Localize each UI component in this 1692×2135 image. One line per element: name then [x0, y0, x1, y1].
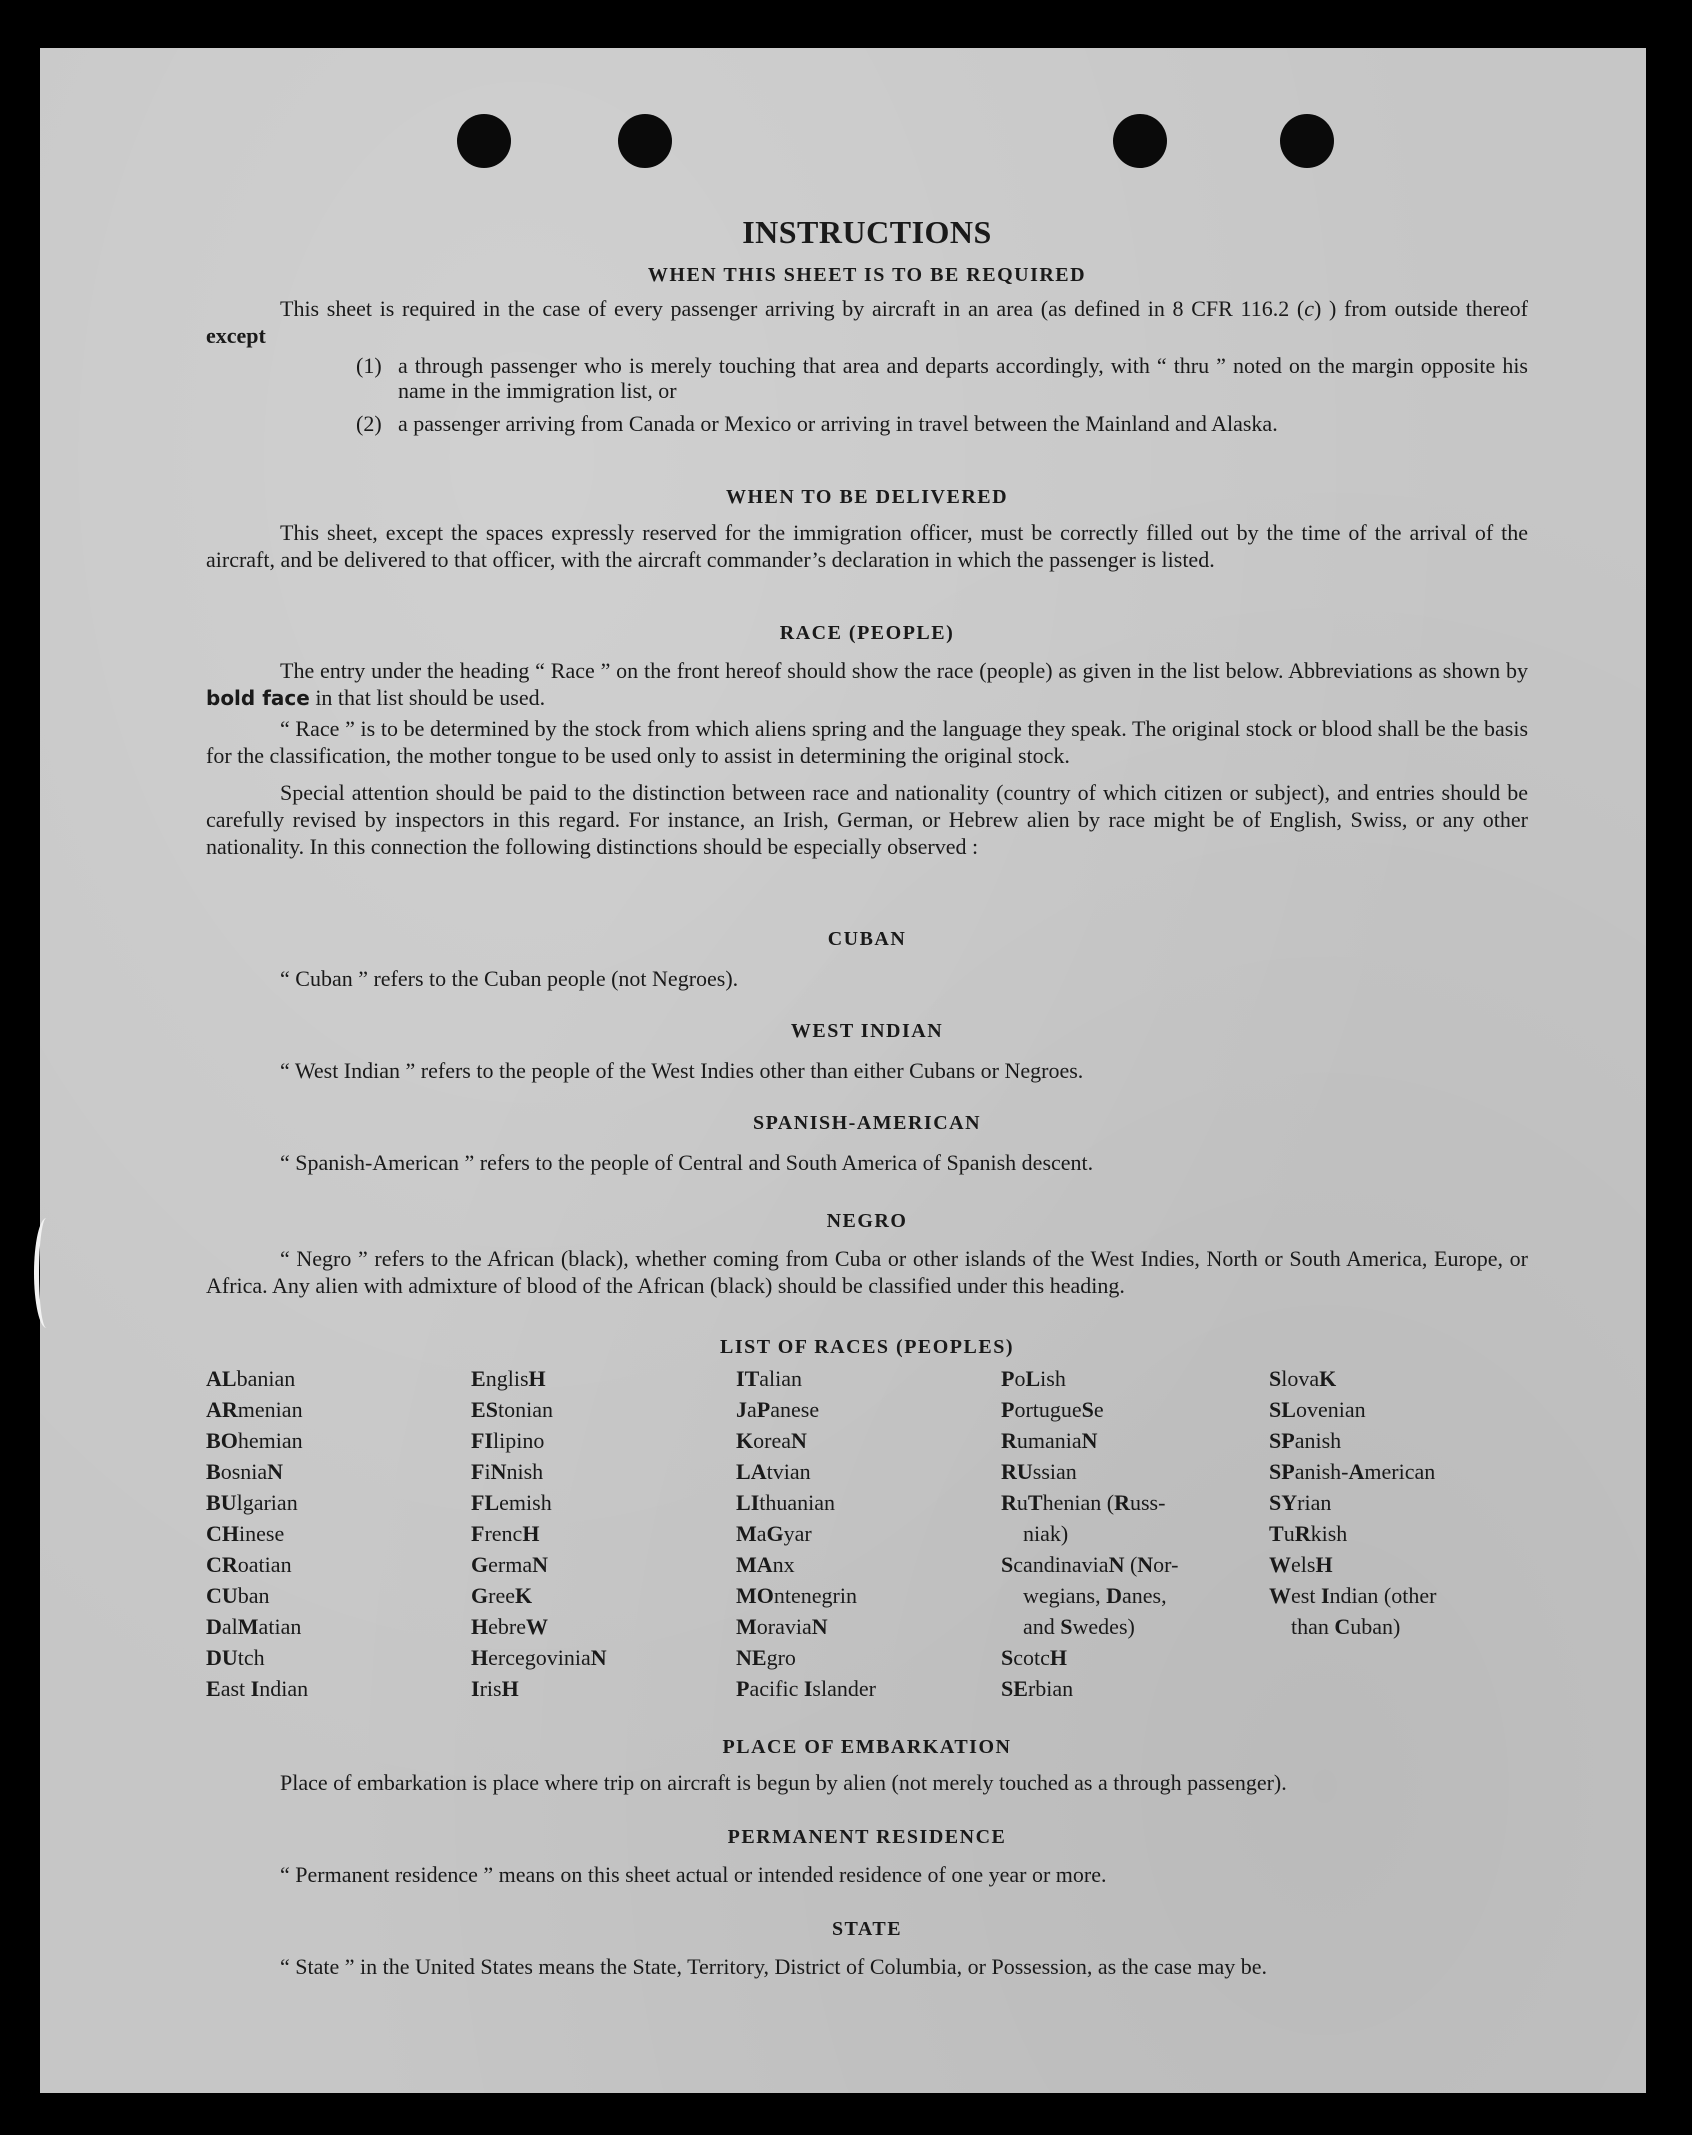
list-item: (2) a passenger arriving from Canada or Mexico or arriving in travel between the Mainland and Alaska.	[356, 411, 1278, 436]
race-entry: ALbanian	[206, 1366, 296, 1391]
race-entry: FLemish	[471, 1490, 552, 1515]
race-entry: WelsH	[1269, 1552, 1333, 1577]
race-entry: SErbian	[1001, 1676, 1074, 1701]
race-entry: MOntenegrin	[736, 1583, 857, 1608]
race-entry: CUban	[206, 1583, 270, 1608]
punch-hole	[618, 114, 672, 168]
page-edge-crease	[34, 1218, 59, 1328]
paragraph: Place of embarkation is place where trip on aircraft is begun by alien (not merely touched as a through passenger).	[280, 1770, 1287, 1795]
race-entry: ScandinaviaN (Nor-	[1001, 1552, 1179, 1577]
punch-hole	[1113, 114, 1167, 168]
race-entry: HercegoviniaN	[471, 1645, 607, 1670]
section-state	[206, 1918, 1528, 1980]
races-column	[736, 1363, 1001, 1704]
races-table	[206, 1363, 1528, 1704]
race-entry: LAtvian	[736, 1459, 811, 1484]
race-entry: BOhemian	[206, 1428, 303, 1453]
race-entry: niak)	[1023, 1521, 1069, 1546]
section-permanent-residence	[206, 1826, 1528, 1888]
section-heading: PERMANENT RESIDENCE	[727, 1826, 1007, 1848]
section-heading: WHEN THIS SHEET IS TO BE REQUIRED	[647, 264, 1087, 286]
race-entry: ScotcH	[1001, 1645, 1068, 1670]
race-entry: than Cuban)	[1291, 1614, 1401, 1639]
race-entry: EStonian	[471, 1397, 553, 1422]
paragraph: “ Cuban ” refers to the Cuban people (not Negroes).	[280, 966, 739, 991]
punch-hole	[1280, 114, 1334, 168]
paragraph: The entry under the heading “ Race ” on the front hereof should show the race (people) as given in the list below. Abbreviations as shown by bold face in that list should be used.	[206, 658, 1528, 710]
race-entry: CRoatian	[206, 1552, 292, 1577]
races-column	[1001, 1363, 1269, 1704]
race-entry: FiNnish	[471, 1459, 544, 1484]
race-entry: West Indian (other	[1269, 1583, 1437, 1608]
race-entry: EnglisH	[471, 1366, 546, 1391]
race-entry: SlovaK	[1269, 1366, 1337, 1391]
section-spanish-american	[206, 1112, 1528, 1176]
paragraph: This sheet, except the spaces expressly reserved for the immigration officer, must be correctly filled out by the time of the arrival of the aircraft, and be delivered to that officer, with the aircraft commander’s declaration in which the passenger is listed.	[206, 520, 1528, 572]
section-heading: LIST OF RACES (PEOPLES)	[719, 1336, 1014, 1358]
section-race	[206, 622, 1528, 860]
section-embarkation	[206, 1736, 1528, 1796]
section-heading: RACE (PEOPLE)	[779, 622, 955, 644]
section-heading: CUBAN	[827, 928, 907, 950]
races-column	[471, 1363, 736, 1704]
section-when-required	[206, 264, 1528, 436]
race-entry: GermaN	[471, 1552, 548, 1577]
race-entry: and Swedes)	[1023, 1614, 1135, 1639]
race-entry: East Indian	[206, 1676, 309, 1701]
race-entry: PortugueSe	[1001, 1397, 1104, 1422]
race-entry: RUssian	[1001, 1459, 1077, 1484]
list-item: (1) a through passenger who is merely touching that area and departs accordingly, with “ thru ” noted on the margin opposite his name in the immigration list, or	[356, 353, 1528, 403]
race-entry: FrencH	[471, 1521, 540, 1546]
paragraph: “ Race ” is to be determined by the stock from which aliens spring and the language they speak. The original stock or blood shall be the basis for the classification, the mother tongue to be used only to assist in determining the original stock.	[206, 716, 1528, 768]
race-entry: DUtch	[206, 1645, 265, 1670]
race-entry: IrisH	[471, 1676, 519, 1701]
race-entry: JaPanese	[736, 1397, 820, 1422]
paragraph: “ State ” in the United States means the State, Territory, District of Columbia, or Possession, as the case may be.	[280, 1954, 1268, 1979]
section-list-of-races	[206, 1336, 1528, 1704]
race-entry: SPanish	[1269, 1428, 1342, 1453]
paragraph: “ Negro ” refers to the African (black), whether coming from Cuba or other islands of the West Indies, North or South America, Europe, or Africa. Any alien with admixture of blood of the African (black) should be classified under this heading.	[206, 1246, 1528, 1298]
punch-hole	[457, 114, 511, 168]
paragraph: “ Spanish-American ” refers to the people of Central and South America of Spanish descent.	[280, 1150, 1094, 1175]
section-heading: STATE	[831, 1918, 903, 1940]
race-entry: SYrian	[1269, 1490, 1332, 1515]
section-heading: NEGRO	[826, 1210, 908, 1232]
race-entry: MaGyar	[736, 1521, 812, 1546]
race-entry: wegians, Danes,	[1023, 1583, 1167, 1608]
paragraph: This sheet is required in the case of every passenger arriving by aircraft in an area (as defined in 8 CFR 116.2 (c) ) from outside thereof except	[206, 296, 1529, 348]
race-entry: DalMatian	[206, 1614, 302, 1639]
section-west-indian	[206, 1020, 1528, 1084]
race-entry: SPanish-American	[1269, 1459, 1436, 1484]
race-entry: RuThenian (Russ-	[1001, 1490, 1166, 1515]
race-entry: RumaniaN	[1001, 1428, 1098, 1453]
race-entry: LIthuanian	[736, 1490, 836, 1515]
race-entry: TuRkish	[1269, 1521, 1348, 1546]
paragraph: Special attention should be paid to the distinction between race and nationality (country of which citizen or subject), and entries should be carefully revised by inspectors in this regard. For instance, an Irish, German, or Hebrew alien by race might be of English, Swiss, or any other nationality. In this connection the following distinctions should be especially observed :	[206, 780, 1528, 859]
paragraph: “ West Indian ” refers to the people of the West Indies other than either Cubans or Negroes.	[280, 1058, 1084, 1083]
document-page	[40, 48, 1646, 2093]
page-title-block	[206, 212, 1528, 252]
race-entry: ARmenian	[206, 1397, 303, 1422]
race-entry: BUlgarian	[206, 1490, 298, 1515]
race-entry: FIlipino	[471, 1428, 545, 1453]
section-when-delivered	[206, 486, 1528, 573]
race-entry: GreeK	[471, 1583, 533, 1608]
race-entry: MoraviaN	[736, 1614, 828, 1639]
section-heading: WHEN TO BE DELIVERED	[725, 486, 1009, 508]
section-cuban	[206, 928, 1528, 992]
race-entry: NEgro	[736, 1645, 796, 1670]
race-entry: Pacific Islander	[736, 1676, 876, 1701]
race-entry: SLovenian	[1269, 1397, 1366, 1422]
races-column	[206, 1363, 471, 1704]
section-heading: PLACE OF EMBARKATION	[722, 1736, 1012, 1758]
page-title: INSTRUCTIONS	[742, 214, 992, 250]
paragraph: “ Permanent residence ” means on this sheet actual or intended residence of one year or more.	[280, 1862, 1107, 1887]
race-entry: HebreW	[471, 1614, 548, 1639]
section-heading: WEST INDIAN	[790, 1020, 944, 1042]
race-entry: ITalian	[736, 1366, 803, 1391]
section-heading: SPANISH-AMERICAN	[752, 1112, 982, 1134]
race-entry: BosniaN	[206, 1459, 284, 1484]
race-entry: MAnx	[736, 1552, 795, 1577]
race-entry: CHinese	[206, 1521, 285, 1546]
race-entry: KoreaN	[736, 1428, 807, 1453]
section-negro	[206, 1210, 1528, 1299]
race-entry: PoLish	[1001, 1366, 1066, 1391]
races-column	[1269, 1363, 1528, 1704]
